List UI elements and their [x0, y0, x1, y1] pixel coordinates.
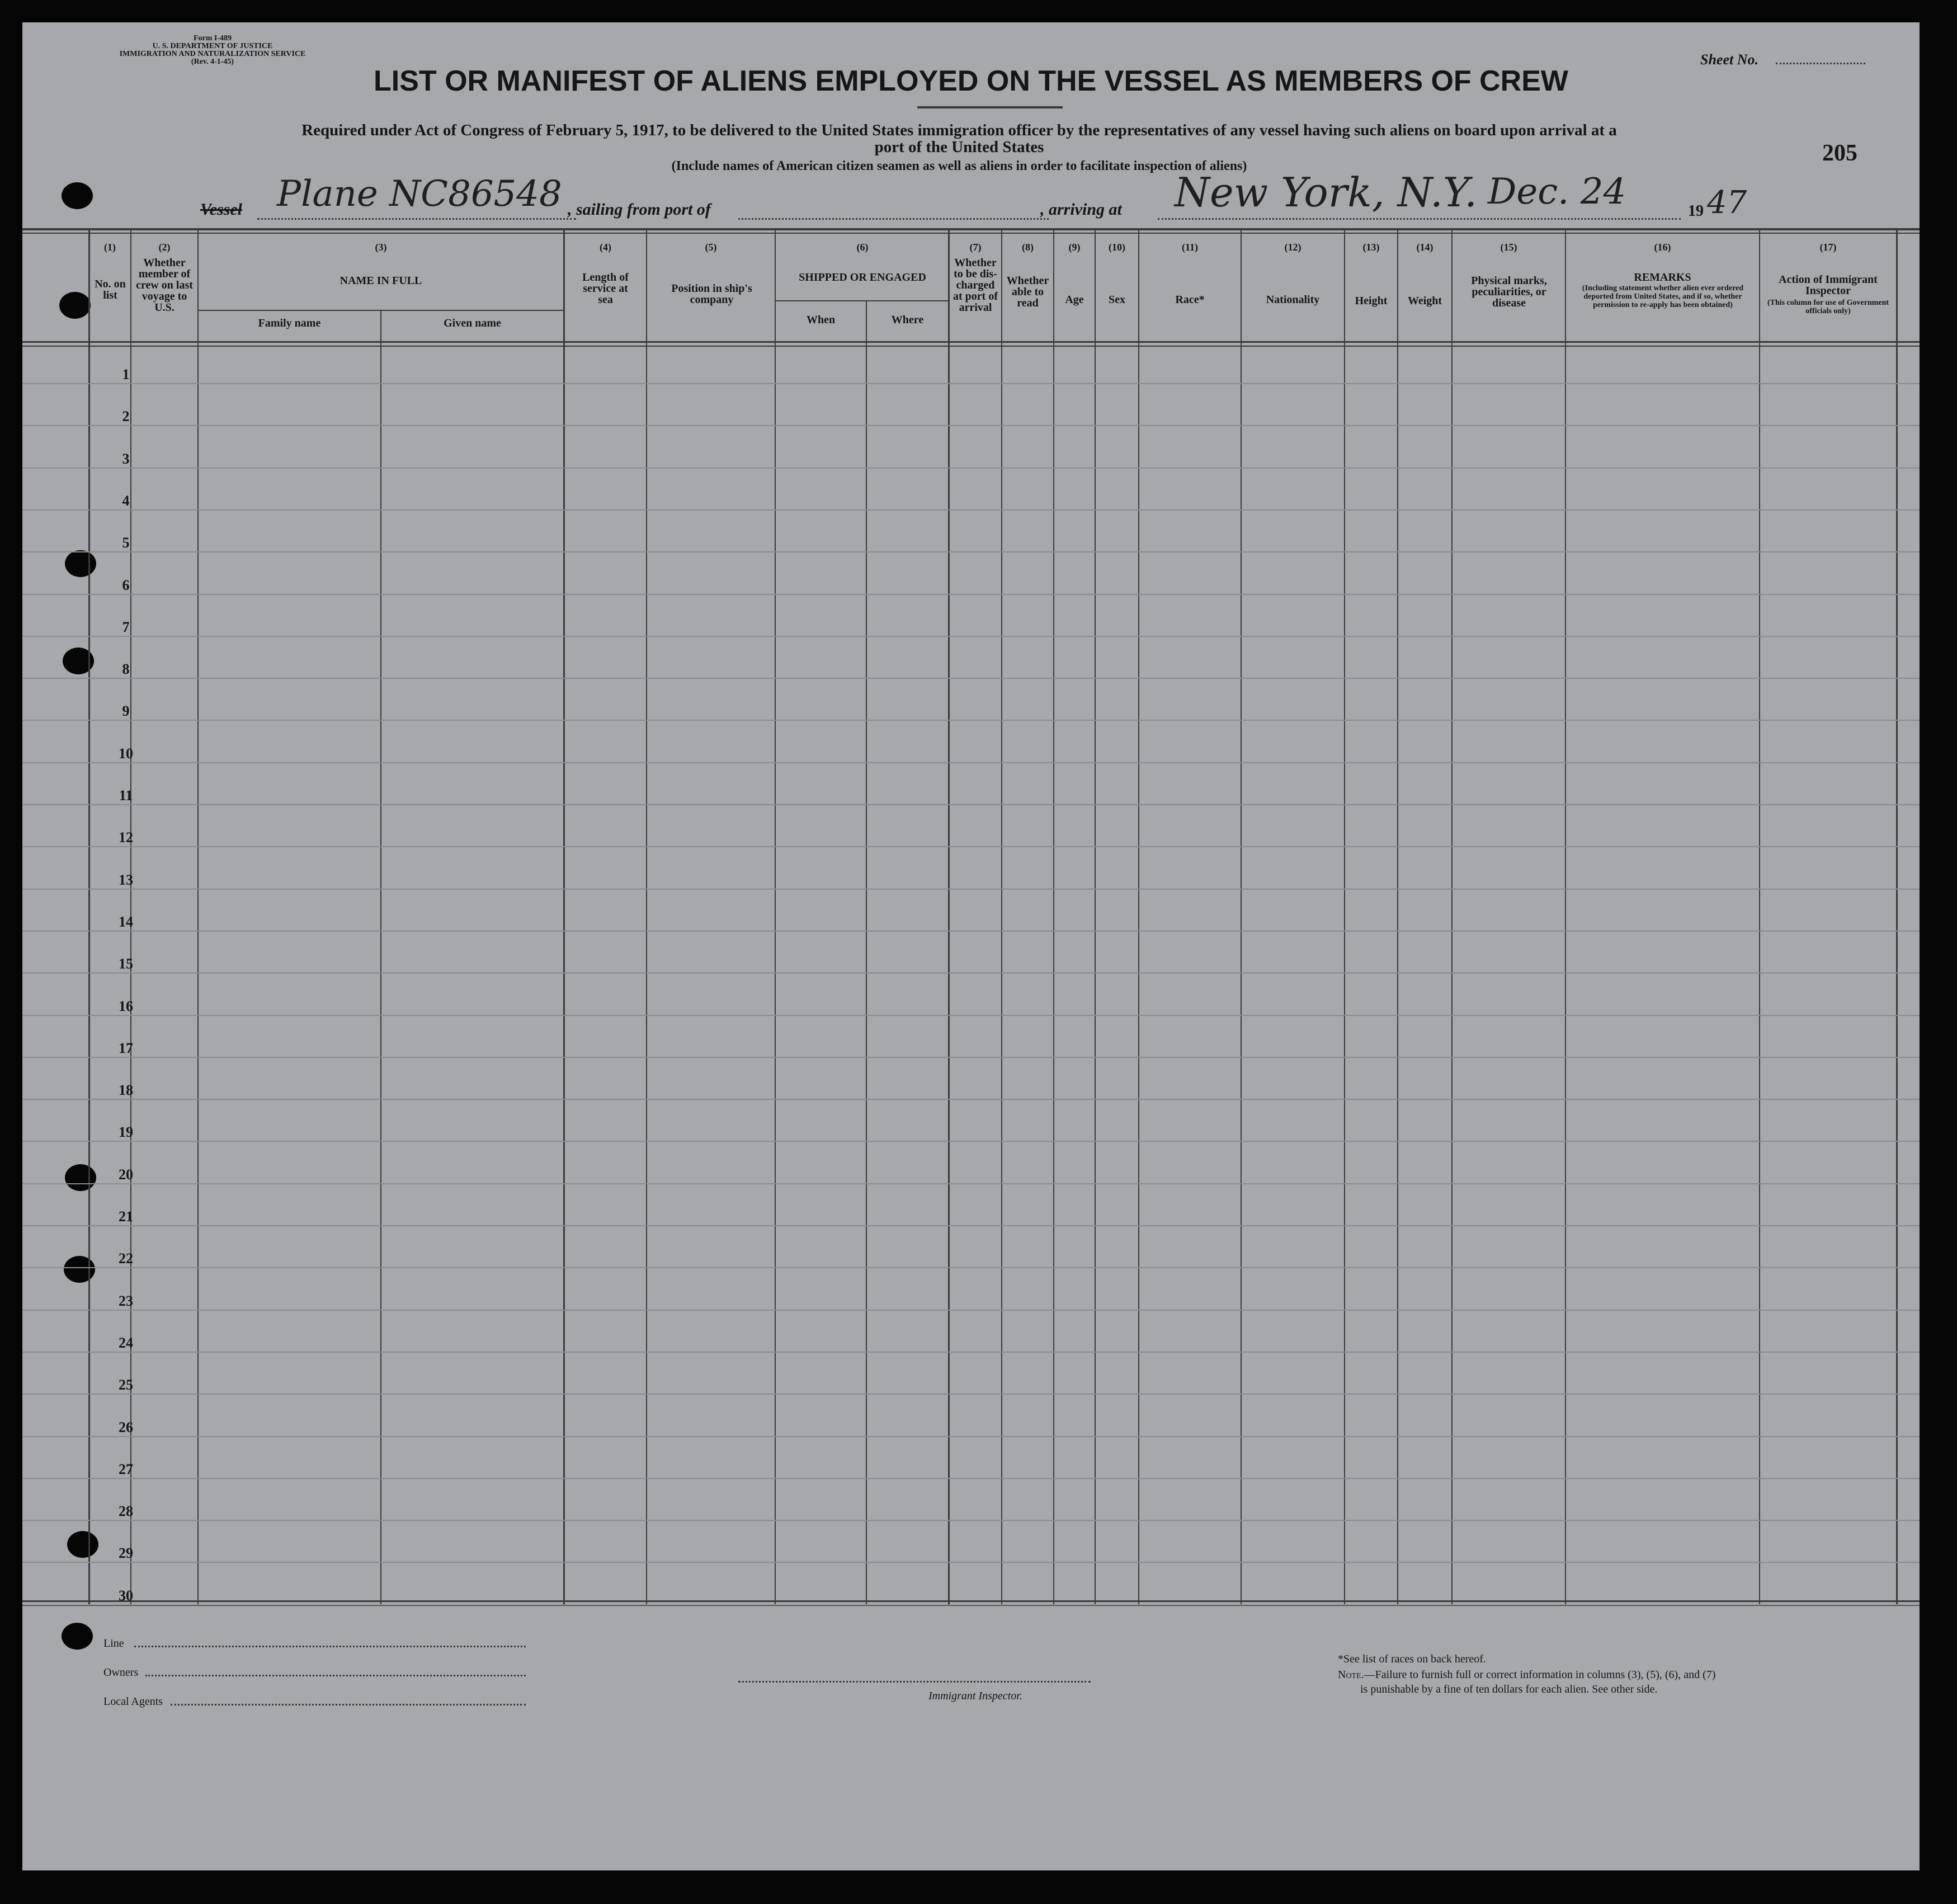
table-bottom-rule	[22, 1600, 1920, 1602]
form-revision: (Rev. 4-1-45)	[191, 58, 234, 66]
subtitle	[106, 122, 1812, 155]
row-number: 15	[119, 956, 133, 972]
col-17-header: Action of Immigrant Inspector	[1779, 273, 1878, 297]
row-number: 24	[119, 1335, 133, 1351]
col-15-number: (15)	[1500, 242, 1517, 253]
row-number: 14	[119, 914, 133, 930]
table-row[interactable]	[22, 930, 1920, 932]
vessel-field-line	[257, 218, 576, 220]
col-divider	[88, 229, 90, 1605]
footer-note	[1338, 1669, 1715, 1681]
arriving-at-label: , arriving at	[1040, 200, 1122, 219]
row-number: 22	[119, 1250, 133, 1267]
col-13-header: Height	[1355, 295, 1388, 307]
col-12-number: (12)	[1284, 242, 1301, 253]
form-info-block	[106, 35, 319, 66]
col-2-number: (2)	[158, 242, 171, 253]
header-bottom-rule-2	[22, 346, 1920, 347]
subtitle-line-1: Required under Act of Congress of February 5, 1917, to be delivered to the United States immigration officer by the representatives of any vessel having such aliens on board upon arrival at a	[301, 121, 1617, 139]
col-9-number: (9)	[1068, 242, 1081, 253]
col-divider	[1344, 229, 1345, 1605]
table-top-rule	[22, 228, 1920, 230]
owners-label: Owners	[103, 1666, 139, 1679]
table-row[interactable]	[22, 551, 1920, 552]
punch-hole	[67, 1531, 98, 1558]
col-4-header: Length of service at sea	[582, 271, 629, 306]
col-divider	[1241, 229, 1242, 1605]
owners-field[interactable]	[145, 1675, 526, 1676]
arriving-field-line	[1158, 218, 1681, 220]
punch-hole	[62, 182, 93, 209]
col-12-header: Nationality	[1266, 294, 1320, 306]
name-subheader-rule	[197, 310, 564, 311]
col-8-header: Whether able to read	[1006, 275, 1049, 309]
year-prefix: 19	[1688, 202, 1704, 220]
row-number: 3	[122, 451, 130, 467]
col-14-header: Weight	[1407, 295, 1442, 307]
col-divider	[866, 301, 867, 1605]
line-field[interactable]	[134, 1646, 526, 1647]
col-6-number: (6)	[856, 242, 869, 253]
punch-hole	[59, 292, 91, 319]
races-note: *See list of races on back hereof.	[1338, 1653, 1486, 1665]
shipped-subheader-rule	[775, 300, 949, 301]
table-row[interactable]	[22, 804, 1920, 805]
row-number: 5	[122, 535, 130, 551]
table-row[interactable]	[22, 383, 1920, 384]
row-number: 19	[119, 1124, 133, 1140]
row-number: 27	[119, 1461, 133, 1477]
col-15-header: Physical marks, peculiarities, or disease	[1471, 275, 1547, 309]
col-8-number: (8)	[1022, 242, 1034, 253]
punch-hole	[62, 1623, 93, 1650]
subtitle-line-2: port of the United States	[874, 138, 1044, 156]
col-7-header: Whether to be dis-charged at port of arrival	[953, 257, 998, 314]
line-label: Line	[103, 1637, 124, 1650]
col-1-number: (1)	[104, 242, 116, 253]
when-header: When	[806, 314, 836, 326]
year-value[interactable]: 47	[1707, 185, 1747, 221]
col-divider	[1095, 229, 1096, 1605]
table-row[interactable]	[22, 1267, 1920, 1268]
table-row[interactable]	[22, 1520, 1920, 1521]
col-16-header: REMARKS	[1634, 271, 1691, 284]
table-row[interactable]	[22, 889, 1920, 890]
arrival-date-value[interactable]: Dec. 24	[1488, 171, 1626, 212]
row-number: 8	[122, 661, 130, 677]
table-row[interactable]	[22, 720, 1920, 721]
table-row[interactable]	[22, 1478, 1920, 1479]
row-number: 18	[119, 1082, 133, 1098]
table-row[interactable]	[22, 1015, 1920, 1016]
manifest-page	[22, 22, 1920, 1870]
header-bottom-rule	[22, 341, 1920, 343]
table-row[interactable]	[22, 467, 1920, 469]
col-divider	[1565, 229, 1566, 1605]
table-row[interactable]	[22, 972, 1920, 974]
remarks-note: (Including statement whether alien ever ordered deported from United States, and if so, whether permission to re-apply has been obtained)	[1582, 284, 1744, 309]
table-row[interactable]	[22, 594, 1920, 595]
col-divider	[1001, 229, 1002, 1605]
row-number: 12	[119, 829, 133, 845]
table-row[interactable]	[22, 1562, 1920, 1563]
row-number: 21	[119, 1208, 133, 1225]
table-row[interactable]	[22, 762, 1920, 763]
note-label: Note.	[1338, 1669, 1364, 1681]
row-number: 6	[122, 577, 130, 593]
col-3-number: (3)	[375, 242, 387, 253]
row-number: 9	[122, 703, 130, 719]
row-number: 1	[122, 366, 130, 382]
row-number: 16	[119, 998, 133, 1014]
subtitle-note: (Include names of American citizen seamen as well as aliens in order to facilitate inspection of aliens)	[671, 159, 1247, 173]
row-number: 28	[119, 1503, 133, 1519]
table-row[interactable]	[22, 636, 1920, 637]
row-number: 30	[119, 1588, 133, 1604]
row-number: 26	[119, 1419, 133, 1435]
title-rule	[917, 106, 1063, 108]
sailing-from-field[interactable]	[738, 218, 1049, 220]
table-top-rule-2	[22, 233, 1920, 234]
col-2-header: Whether member of crew on last voyage to U.S.	[136, 257, 193, 314]
row-number: 23	[119, 1293, 133, 1309]
col-11-header: Race*	[1175, 294, 1205, 306]
inspector-signature-label: Immigrant Inspector.	[928, 1690, 1022, 1702]
page-title: LIST OR MANIFEST OF ALIENS EMPLOYED ON THE VESSEL AS MEMBERS OF CREW	[374, 65, 1568, 97]
footer-note-2: is punishable by a fine of ten dollars for each alien. See other side.	[1360, 1683, 1658, 1695]
col-17-number: (17)	[1819, 242, 1837, 253]
col-4-number: (4)	[600, 242, 611, 253]
col-7-number: (7)	[969, 242, 982, 253]
punch-hole	[65, 1164, 96, 1191]
row-number: 10	[119, 745, 133, 762]
table-row[interactable]	[22, 1183, 1920, 1184]
row-number: 11	[119, 787, 133, 804]
row-number: 13	[119, 872, 133, 888]
row-number: 25	[119, 1377, 133, 1393]
inspector-note: (This column for use of Government officials only)	[1767, 299, 1889, 315]
col-11-number: (11)	[1182, 242, 1198, 253]
table-row[interactable]	[22, 1099, 1920, 1100]
table-row[interactable]	[22, 1141, 1920, 1142]
col-divider	[563, 229, 565, 1605]
col-16-number: (16)	[1654, 242, 1671, 253]
col-divider	[1451, 229, 1453, 1605]
row-number: 29	[119, 1545, 133, 1561]
row-number: 4	[122, 493, 130, 509]
col-13-number: (13)	[1362, 242, 1380, 253]
table-row[interactable]	[22, 1604, 1920, 1605]
row-number: 7	[122, 619, 130, 635]
col-divider	[1053, 229, 1054, 1605]
table-row[interactable]	[22, 1393, 1920, 1395]
row-number: 17	[119, 1040, 133, 1056]
vessel-label: Vessel	[200, 200, 242, 219]
col-divider	[197, 229, 199, 1605]
col-divider	[1759, 229, 1760, 1605]
col-divider	[380, 310, 381, 1605]
table-row[interactable]	[22, 1225, 1920, 1226]
punch-hole	[64, 1256, 95, 1283]
arriving-at-value[interactable]: New York, N.Y.	[1175, 169, 1477, 216]
note-text: —Failure to furnish full or correct information in columns (3), (5), (6), and (7)	[1364, 1669, 1716, 1681]
row-number: 20	[119, 1166, 133, 1183]
given-name-header: Given name	[444, 317, 501, 329]
col-1-header: No. on list	[95, 278, 126, 301]
row-number: 2	[122, 408, 130, 424]
col-14-number: (14)	[1416, 242, 1433, 253]
table-row[interactable]	[22, 509, 1920, 511]
col-5-number: (5)	[705, 242, 717, 253]
col-divider	[1896, 229, 1898, 1605]
punch-hole	[65, 550, 96, 577]
inspector-signature-field[interactable]	[738, 1681, 1091, 1683]
local-agents-field[interactable]	[171, 1704, 526, 1705]
table-row[interactable]	[22, 678, 1920, 679]
col-divider	[1397, 229, 1398, 1605]
col-10-header: Sex	[1109, 294, 1125, 306]
sheet-number-label: Sheet No.	[1700, 51, 1758, 68]
table-row[interactable]	[22, 1310, 1920, 1311]
col-6-header: SHIPPED OR ENGAGED	[799, 271, 926, 284]
where-header: Where	[891, 314, 924, 326]
table-row[interactable]	[22, 1436, 1920, 1437]
service-name: IMMIGRATION AND NATURALIZATION SERVICE	[119, 50, 306, 58]
col-divider	[646, 229, 647, 1605]
form-number: Form I-489	[193, 34, 232, 42]
table-row[interactable]	[22, 1352, 1920, 1353]
col-3-header: NAME IN FULL	[339, 275, 422, 287]
sailing-from-label: , sailing from port of	[568, 200, 711, 219]
table-row[interactable]	[22, 1057, 1920, 1058]
col-divider	[1138, 229, 1139, 1605]
department-name: U. S. DEPARTMENT OF JUSTICE	[152, 42, 273, 50]
col-divider	[775, 229, 776, 1605]
table-row[interactable]	[22, 846, 1920, 847]
family-name-header: Family name	[258, 317, 321, 329]
col-9-header: Age	[1065, 294, 1084, 306]
col-10-number: (10)	[1109, 242, 1125, 253]
col-5-header: Position in ship's company	[671, 282, 752, 306]
local-agents-label: Local Agents	[103, 1695, 163, 1708]
page-number: 205	[1822, 140, 1857, 166]
vessel-value[interactable]: Plane NC86548	[277, 173, 562, 215]
table-row[interactable]	[22, 425, 1920, 426]
col-divider	[948, 229, 950, 1605]
